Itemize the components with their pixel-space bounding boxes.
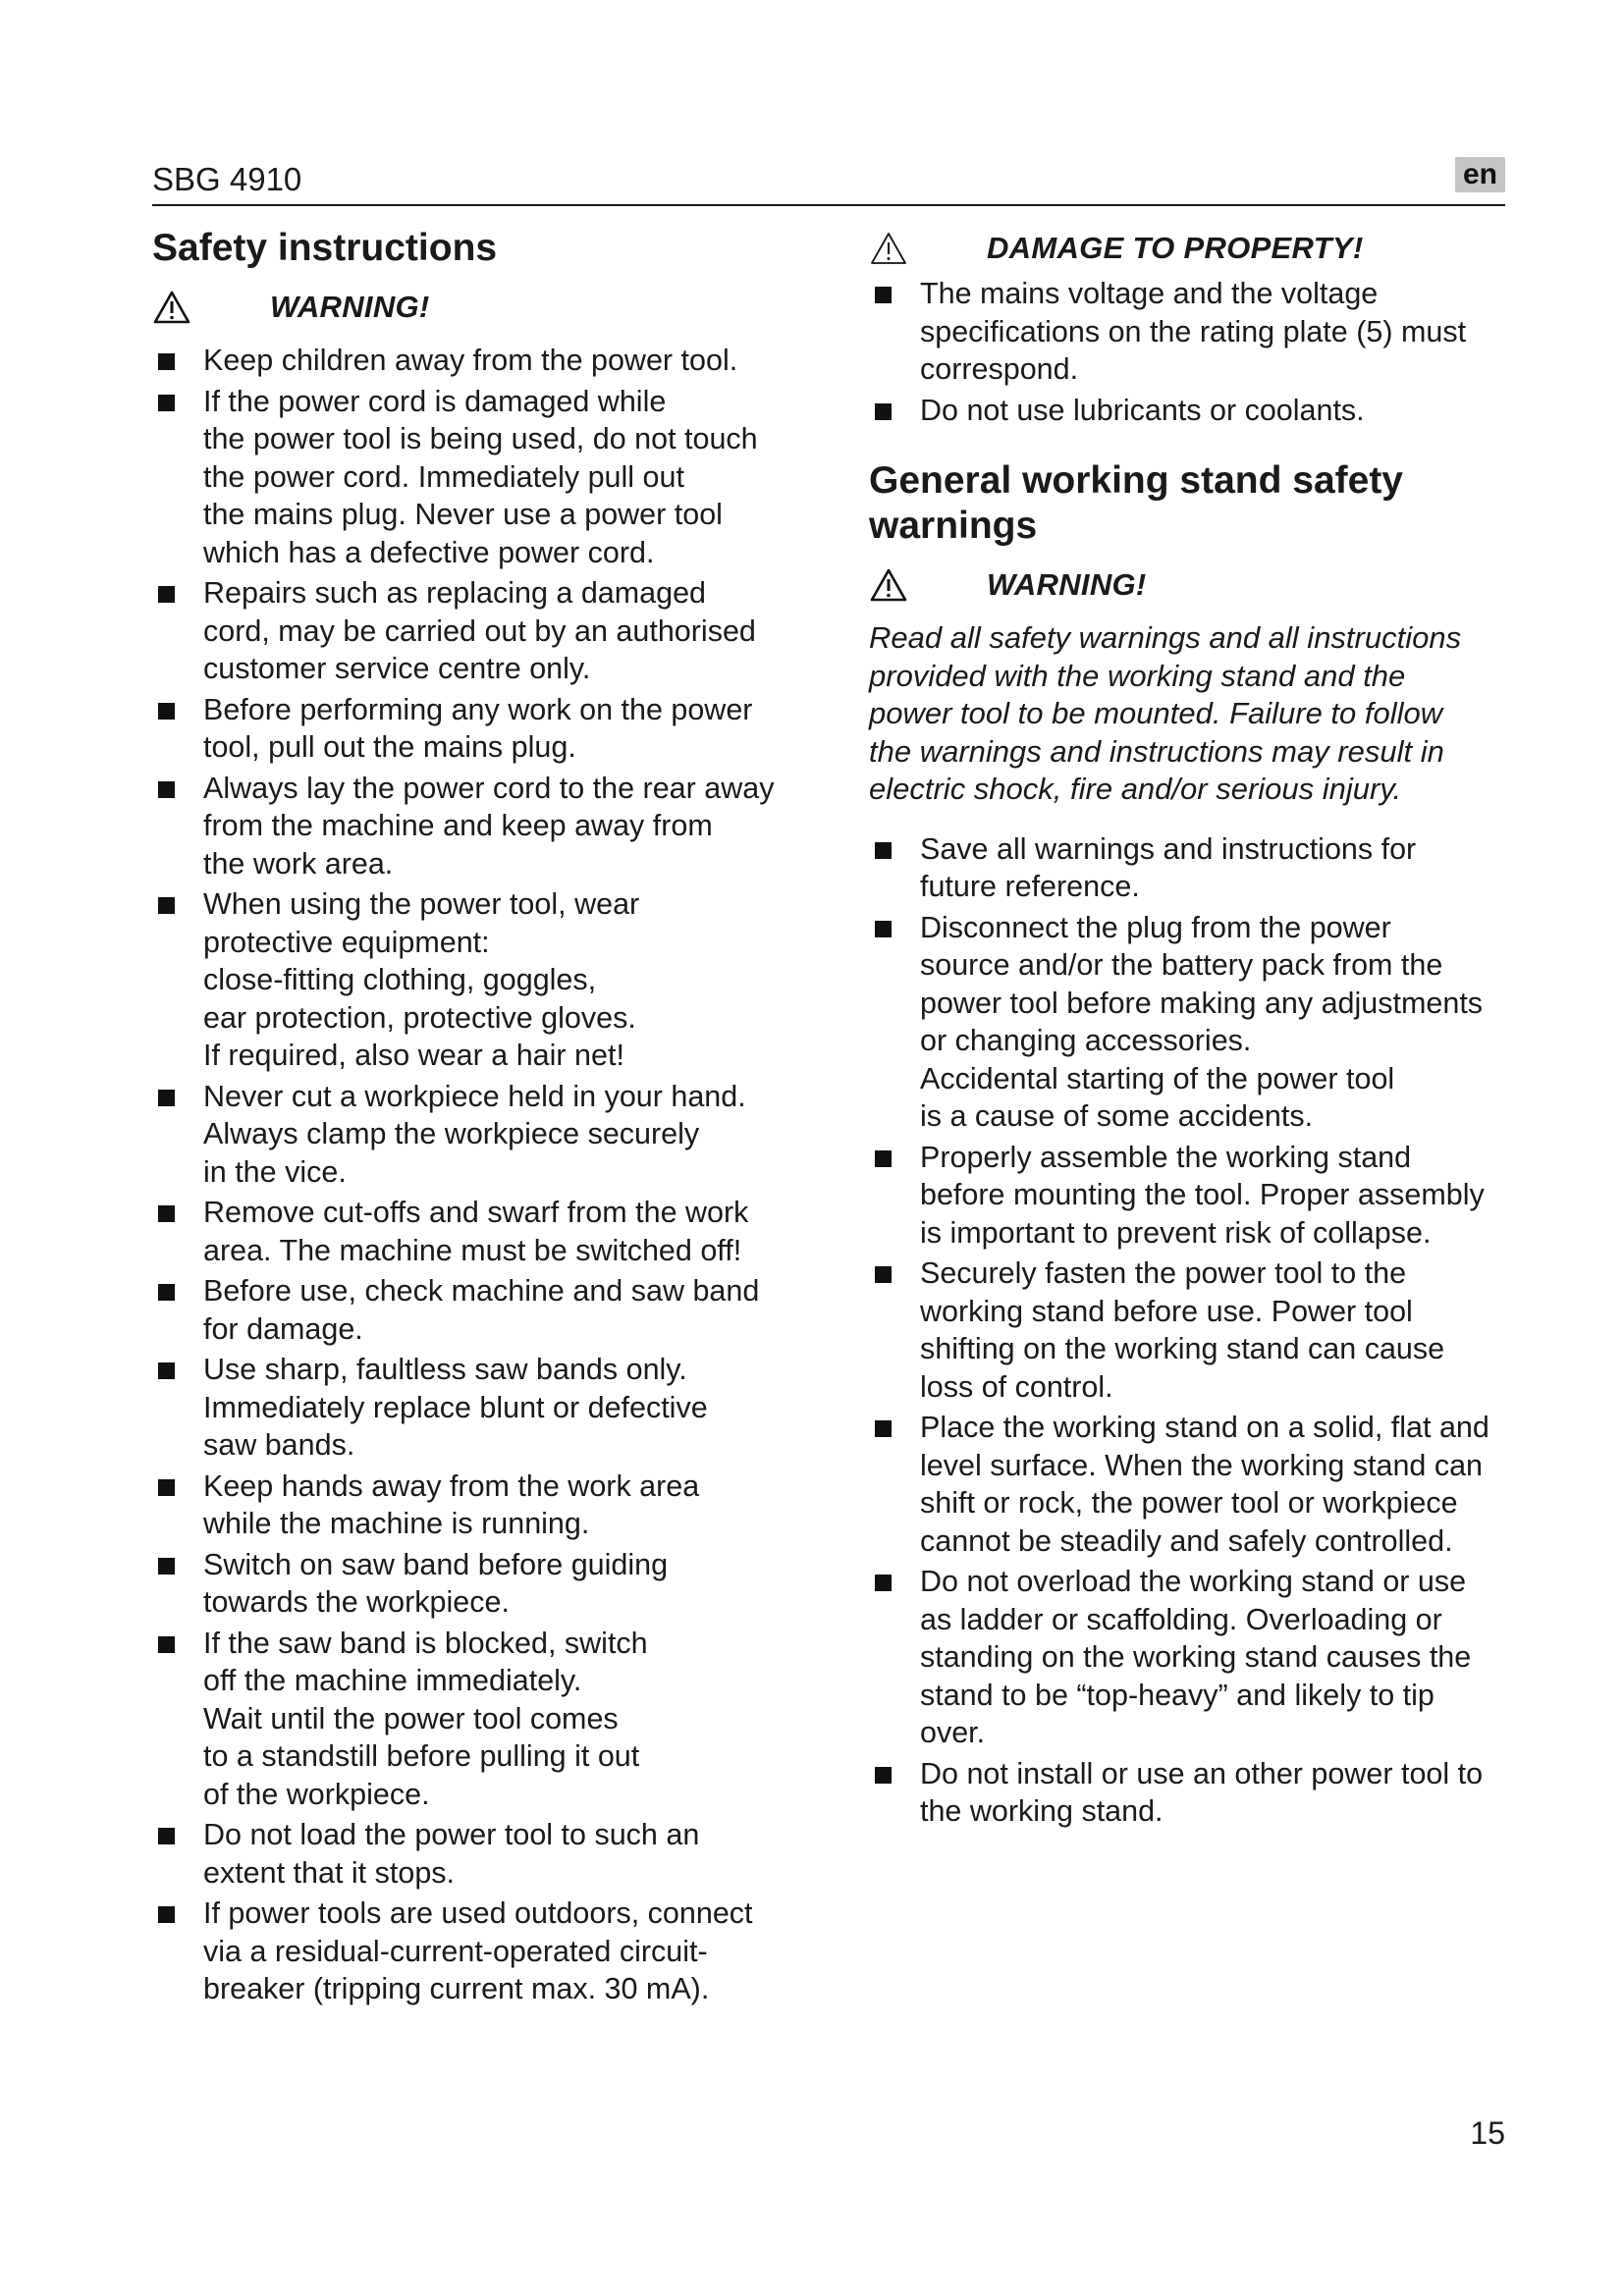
language-badge: en [1455, 157, 1505, 192]
stand-safety-list [869, 830, 1507, 1831]
damage-label: DAMAGE TO PROPERTY! [987, 231, 1364, 265]
damage-heading [869, 226, 1507, 271]
section-title-safety: Safety instructions [152, 227, 498, 269]
model-name: SBG 4910 [152, 161, 302, 197]
safety-list-item: When using the power tool, wear protective equipment: close-fitting clothing, goggles, ear protection, protective gloves. If required, also wear a hair net! [152, 885, 800, 1075]
page-number: 15 [1470, 2115, 1505, 2151]
safety-list-item: Never cut a workpiece held in your hand. Always clamp the workpiece securely in the vice. [152, 1078, 800, 1192]
left-column [152, 226, 800, 2011]
warning-heading [152, 285, 800, 330]
safety-list-item: Use sharp, faultless saw bands only. Immediately replace blunt or defective saw bands. [152, 1351, 800, 1465]
stand-list-item: Disconnect the plug from the power source and/or the battery pack from the power tool before making any adjustments or changing accessories. Accidental starting of the power tool is a cause of some accidents. [869, 909, 1507, 1136]
safety-list-item: If power tools are used outdoors, connect via a residual-current-operated circuit- breaker (tripping current max. 30 mA). [152, 1895, 800, 2008]
stand-list-item: Securely fasten the power tool to the working stand before use. Power tool shifting on the working stand can cause loss of control. [869, 1255, 1507, 1406]
stand-warning-label: WARNING! [987, 567, 1147, 602]
warning-triangle-icon [869, 567, 908, 603]
warning-triangle-icon [869, 231, 908, 266]
page-header [152, 157, 1505, 206]
damage-list-item: Do not use lubricants or coolants. [869, 392, 1507, 430]
safety-list-item: If the saw band is blocked, switch off the machine immediately. Wait until the power tool comes to a standstill before pulling it out of the workpiece. [152, 1625, 800, 1814]
warning-triangle-icon [152, 290, 191, 325]
stand-list-item: Do not install or use an other power tool to the working stand. [869, 1755, 1507, 1831]
stand-list-item: Save all warnings and instructions for future reference. [869, 830, 1507, 906]
damage-list [869, 275, 1507, 429]
safety-list-item: Before performing any work on the power tool, pull out the mains plug. [152, 691, 800, 767]
safety-list-item: Repairs such as replacing a damaged cord, may be carried out by an authorised customer service centre only. [152, 574, 800, 688]
right-column [869, 226, 1507, 1834]
safety-list-item: Keep hands away from the work area while the machine is running. [152, 1468, 800, 1543]
safety-list-item: Keep children away from the power tool. [152, 342, 800, 380]
safety-list-item: Always lay the power cord to the rear away from the machine and keep away from the work area. [152, 770, 800, 883]
stand-intro-text: Read all safety warnings and all instructions provided with the working stand and the power tool to be mounted. Failure to follow the warnings and instructions may result in electric shock, fire and/or serious injury. [869, 620, 1462, 806]
warning-label: WARNING! [270, 290, 430, 324]
stand-list-item: Properly assemble the working stand before mounting the tool. Proper assembly is important to prevent risk of collapse. [869, 1139, 1507, 1253]
safety-list-item: Remove cut-offs and swarf from the work area. The machine must be switched off! [152, 1194, 800, 1269]
safety-list-item: If the power cord is damaged while the power tool is being used, do not touch the power cord. Immediately pull out the mains plug. Never use a power tool which has a defective power cord. [152, 383, 800, 572]
safety-list-item: Switch on saw band before guiding towards the workpiece. [152, 1546, 800, 1622]
section-title-stand: General working stand safety warnings [869, 459, 1404, 547]
stand-list-item: Do not overload the working stand or use as ladder or scaffolding. Overloading or standing on the working stand causes the stand to be “top-heavy” and likely to tip over. [869, 1563, 1507, 1752]
safety-list-item: Do not load the power tool to such an extent that it stops. [152, 1816, 800, 1892]
safety-list [152, 342, 800, 2008]
damage-list-item: The mains voltage and the voltage specifications on the rating plate (5) must correspond. [869, 275, 1507, 389]
stand-list-item: Place the working stand on a solid, flat and level surface. When the working stand can shift or rock, the power tool or workpiece cannot be steadily and safely controlled. [869, 1409, 1507, 1560]
safety-list-item: Before use, check machine and saw band for damage. [152, 1272, 800, 1348]
stand-warning-heading [869, 562, 1507, 608]
